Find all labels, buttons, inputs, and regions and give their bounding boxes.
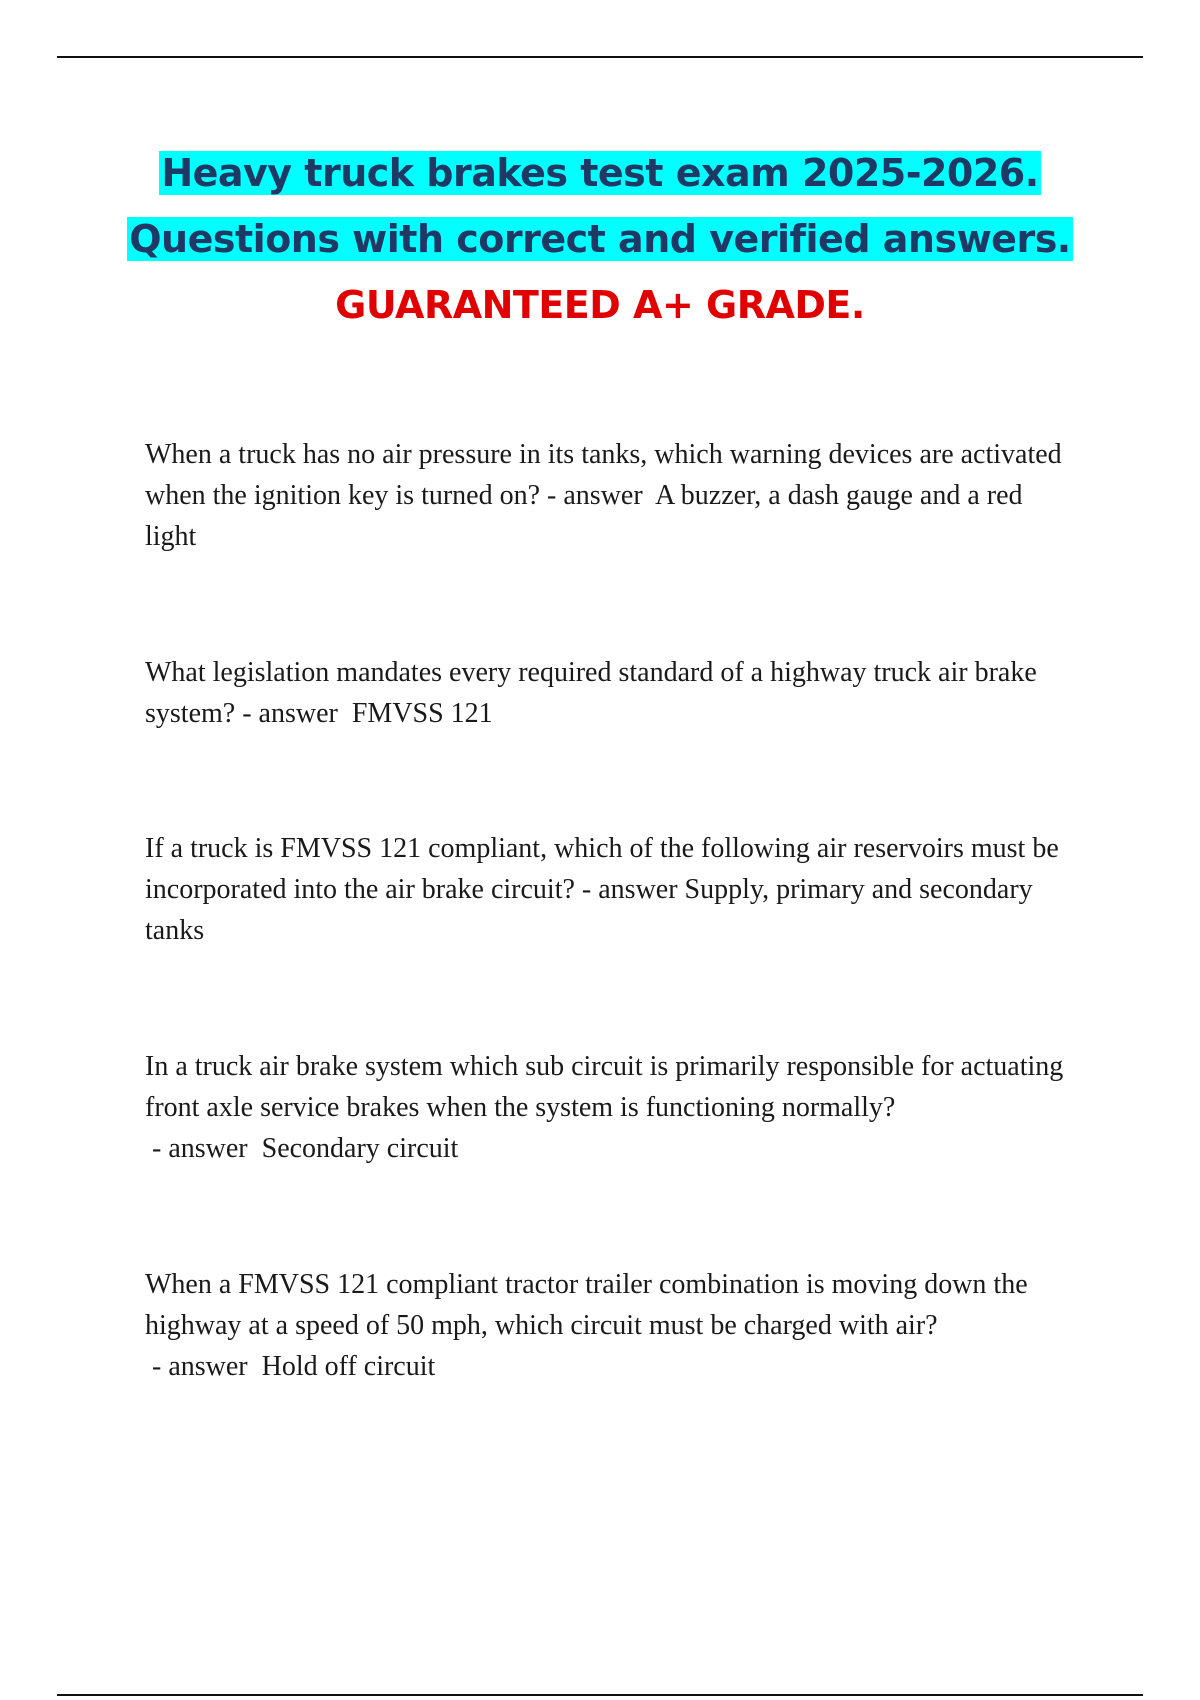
- answer-text: Secondary circuit: [261, 1133, 459, 1164]
- answer-separator: - answer: [145, 1133, 262, 1164]
- answer-separator: - answer: [235, 698, 352, 729]
- question-text: When a truck has no air pressure in its tanks, which warning devices are activated when the ignition key is turned on?: [145, 439, 1062, 511]
- qa-item-3: [145, 828, 1075, 951]
- qa-item-5: [145, 1264, 1075, 1387]
- document-title: [0, 140, 1200, 338]
- answer-text: FMVSS 121: [351, 698, 493, 729]
- question-text: If a truck is FMVSS 121 compliant, which of the following air reservoirs must be incorporated into the air brake circuit?: [145, 833, 1059, 905]
- question-text: What legislation mandates every required standard of a highway truck air brake system?: [145, 657, 1037, 729]
- bottom-divider: [57, 1694, 1143, 1696]
- answer-separator: - answer: [145, 1351, 262, 1382]
- question-text: In a truck air brake system which sub circuit is primarily responsible for actuating front axle service brakes when the system is functioning normally?: [145, 1051, 1064, 1123]
- answer-text: Supply, primary and secondary tanks: [145, 874, 1033, 946]
- answer-separator: - answer: [574, 874, 685, 905]
- top-divider: [57, 56, 1143, 58]
- answer-text: A buzzer, a dash gauge and a red light: [145, 480, 1023, 552]
- answer-text: Hold off circuit: [261, 1351, 436, 1382]
- answer-separator: - answer: [540, 480, 656, 511]
- qa-item-2: [145, 652, 1075, 734]
- guarantee-banner: GUARANTEED A+ GRADE.: [335, 283, 865, 327]
- qa-item-1: [145, 434, 1075, 557]
- title-line-2: Questions with correct and verified answers.: [129, 217, 1071, 261]
- qa-item-4: [145, 1046, 1075, 1169]
- question-text: When a FMVSS 121 compliant tractor trailer combination is moving down the highway at a speed of 50 mph, which circuit must be charged with air?: [145, 1269, 1028, 1341]
- title-line-1: Heavy truck brakes test exam 2025-2026.: [161, 151, 1039, 195]
